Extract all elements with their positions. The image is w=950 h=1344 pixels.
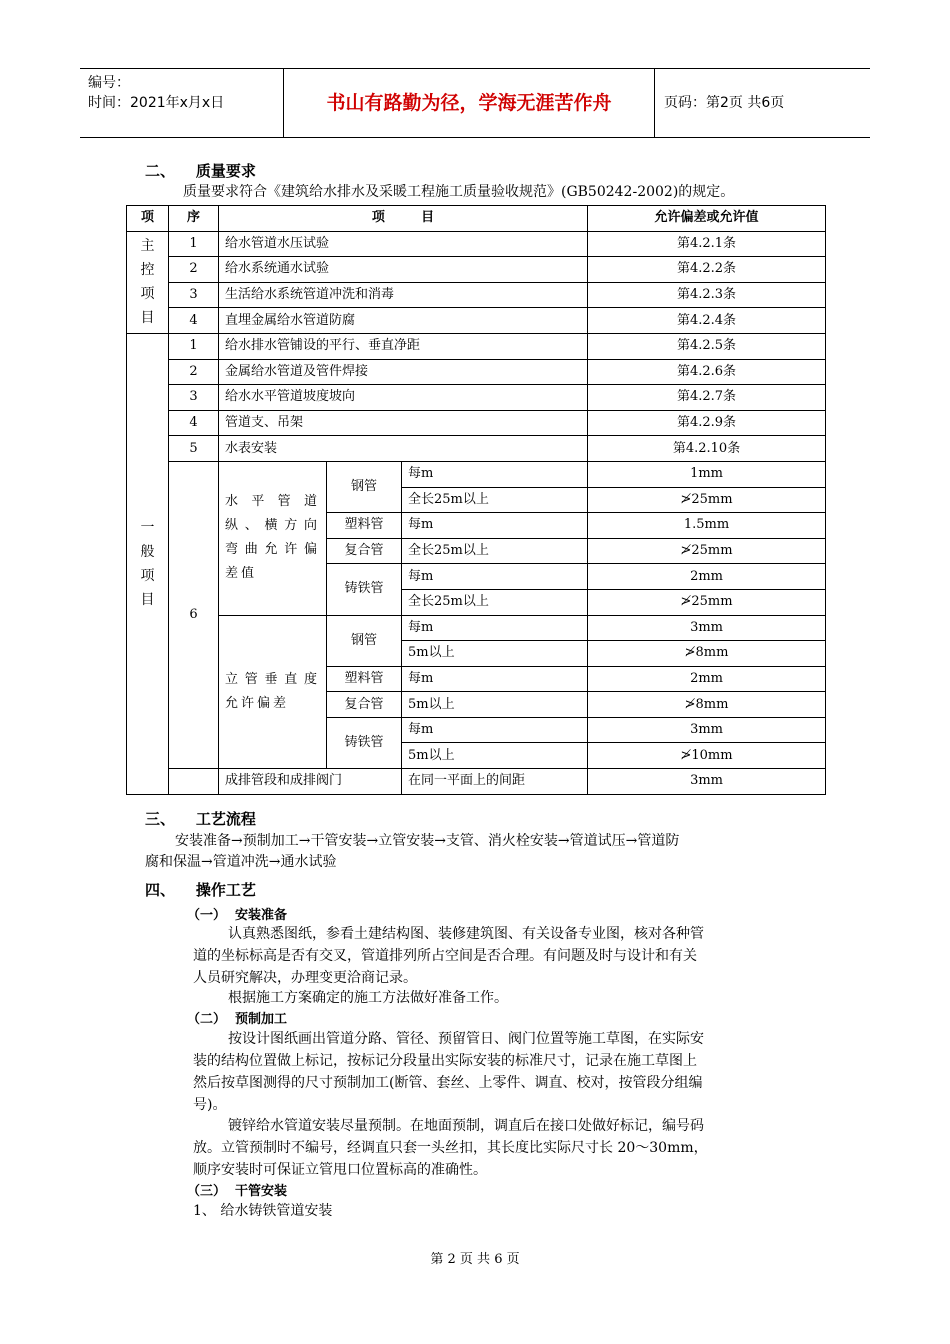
row-value: 3mm (588, 769, 826, 795)
paragraph-line: 认真熟悉图纸，参看土建结构图、装修建筑图、有关设备专业图，核对各种管 (228, 926, 704, 942)
row-no: 5 (169, 436, 219, 462)
row-condition: 每m (402, 615, 588, 641)
row-condition: 5m以上 (402, 743, 588, 769)
header-cell: 项 目 (219, 206, 588, 232)
table-row (127, 769, 826, 795)
row-no (169, 769, 219, 795)
row-no: 2 (169, 359, 219, 385)
number-label: 编号： (88, 75, 130, 91)
row-no: 1 (169, 231, 219, 257)
paragraph-line: 装的结构位置做上标记，按标记分段量出实际安装的标准尺寸，记录在施工草图上 (193, 1053, 697, 1069)
row-value: 第4.2.7条 (588, 385, 826, 411)
row-value: 1mm (588, 461, 826, 487)
header-cell: 序 (169, 206, 219, 232)
row-value: ≯25mm (588, 538, 826, 564)
paragraph-line: 放。立管预制时不编号，经调直只套一头丝扣，其长度比实际尺寸长 20～30mm， (193, 1140, 708, 1156)
table-row (127, 333, 826, 359)
pipe-type: 铸铁管 (327, 717, 402, 768)
row-value: 1.5mm (588, 513, 826, 539)
row-value: 第4.2.3条 (588, 282, 826, 308)
section2-heading: 二、 质量要求 (145, 162, 256, 180)
paragraph-line: 按设计图纸画出管道分路、管径、预留管日、阀门位置等施工草图，在实际安 (228, 1031, 704, 1047)
pipe-type: 塑料管 (327, 666, 402, 692)
row-value: 第4.2.10条 (588, 436, 826, 462)
row-no: 6 (169, 461, 219, 768)
table-row (127, 410, 826, 436)
main-group-label: 主控项目 (127, 231, 169, 333)
row-no: 3 (169, 282, 219, 308)
row-value: 第4.2.9条 (588, 410, 826, 436)
table-row (127, 385, 826, 411)
pipe-type: 塑料管 (327, 513, 402, 539)
row-value: ≯8mm (588, 692, 826, 718)
header-cell: 允许偏差或允许值 (588, 206, 826, 232)
row-value: 3mm (588, 717, 826, 743)
row-value: ≯25mm (588, 487, 826, 513)
header-motto: 书山有路勤为径，学海无涯苦作舟 (326, 92, 612, 114)
sub2-heading: （二） 预制加工 (187, 1012, 288, 1027)
row-value: 2mm (588, 666, 826, 692)
row-no: 3 (169, 385, 219, 411)
row-condition: 每m (402, 461, 588, 487)
table-row (127, 436, 826, 462)
row-name: 给水系统通水试验 (219, 257, 588, 283)
row-condition: 全长25m以上 (402, 487, 588, 513)
paragraph-line: 道的坐标标高是否有交叉，管道排列所占空间是否合理。有问题及时与设计和有关 (193, 948, 697, 964)
pipe-type: 钢管 (327, 615, 402, 666)
sub3-heading: （三） 干管安装 (187, 1184, 288, 1199)
table-header-row (127, 206, 826, 232)
row-no: 4 (169, 410, 219, 436)
pipe-type: 复合管 (327, 692, 402, 718)
row-condition: 在同一平面上的间距 (402, 769, 588, 795)
pipe-type: 复合管 (327, 538, 402, 564)
row-no: 2 (169, 257, 219, 283)
paragraph-line: 然后按草图测得的尺寸预制加工(断管、套丝、上零件、调直、校对，按管段分组编 (193, 1075, 703, 1091)
row-name: 金属给水管道及管件焊接 (219, 359, 588, 385)
row-condition: 每m (402, 513, 588, 539)
section2-intro: 质量要求符合《建筑给水排水及采暖工程施工质量验收规范》(GB50242-2002)的规定。 (183, 184, 735, 200)
row-value: ≯25mm (588, 589, 826, 615)
row-name: 给水管道水压试验 (219, 231, 588, 257)
row-name: 给水水平管道坡度坡向 (219, 385, 588, 411)
row-name: 生活给水系统管道冲洗和消毒 (219, 282, 588, 308)
list-item: 1、 给水铸铁管道安装 (193, 1203, 333, 1219)
pipe-type: 铸铁管 (327, 564, 402, 615)
paragraph-line: 人员研究解决，办理变更洽商记录。 (193, 970, 417, 986)
row-value: ≯8mm (588, 641, 826, 667)
row-name: 给水排水管铺设的平行、垂直净距 (219, 333, 588, 359)
row-value: 第4.2.6条 (588, 359, 826, 385)
row-value: 第4.2.1条 (588, 231, 826, 257)
pipe-type: 钢管 (327, 461, 402, 512)
table-row (127, 257, 826, 283)
row-value: 3mm (588, 615, 826, 641)
row-name: 水表安装 (219, 436, 588, 462)
row-name: 直埋金属给水管道防腐 (219, 308, 588, 334)
row-name: 管道支、吊架 (219, 410, 588, 436)
header-page-label: 页码：第2页 共6页 (664, 95, 785, 111)
row-condition: 每m (402, 564, 588, 590)
paragraph-line: 根据施工方案确定的施工方法做好准备工作。 (228, 990, 508, 1006)
header-meta (88, 73, 283, 113)
sub1-heading: （一） 安装准备 (187, 908, 288, 923)
table-row (127, 615, 826, 641)
table-row (127, 461, 826, 487)
row-condition: 全长25m以上 (402, 589, 588, 615)
row-value: 第4.2.5条 (588, 333, 826, 359)
row-value: 2mm (588, 564, 826, 590)
section3-heading: 三、 工艺流程 (145, 810, 256, 828)
table-row (127, 282, 826, 308)
table-row (127, 359, 826, 385)
horizontal-deviation-label: 水平管道纵、横方向弯曲允许偏差值 (219, 461, 327, 615)
row-condition: 5m以上 (402, 692, 588, 718)
table-row (127, 231, 826, 257)
section4-heading: 四、 操作工艺 (145, 881, 256, 899)
section3-line: 腐和保温→管道冲洗→通水试验 (145, 854, 337, 870)
quality-table (126, 205, 826, 795)
vertical-deviation-label: 立管垂直度允许偏差 (219, 615, 327, 769)
row-condition: 每m (402, 717, 588, 743)
paragraph-line: 镀锌给水管道安装尽量预制。在地面预制，调直后在接口处做好标记，编号码 (228, 1118, 704, 1134)
row-condition: 全长25m以上 (402, 538, 588, 564)
row-value: ≯10mm (588, 743, 826, 769)
section3-line: 安装准备→预制加工→干管安装→立管安装→支管、消火栓安装→管道试压→管道防 (175, 833, 680, 849)
paragraph-line: 号)。 (193, 1097, 227, 1113)
row-no: 4 (169, 308, 219, 334)
page-footer: 第 2 页 共 6 页 (430, 1252, 520, 1267)
row-no: 1 (169, 333, 219, 359)
time-label: 时间：2021年x月x日 (88, 95, 225, 111)
row-value: 第4.2.2条 (588, 257, 826, 283)
row-condition: 每m (402, 666, 588, 692)
page-header (80, 68, 870, 138)
header-divider (654, 69, 655, 137)
row-name: 成排管段和成排阀门 (219, 769, 402, 795)
general-group-label: 一般项目 (127, 333, 169, 794)
table-row (127, 308, 826, 334)
header-cell: 项 (127, 206, 169, 232)
row-value: 第4.2.4条 (588, 308, 826, 334)
paragraph-line: 顺序安装时可保证立管甩口位置标高的准确性。 (193, 1162, 487, 1178)
row-condition: 5m以上 (402, 641, 588, 667)
